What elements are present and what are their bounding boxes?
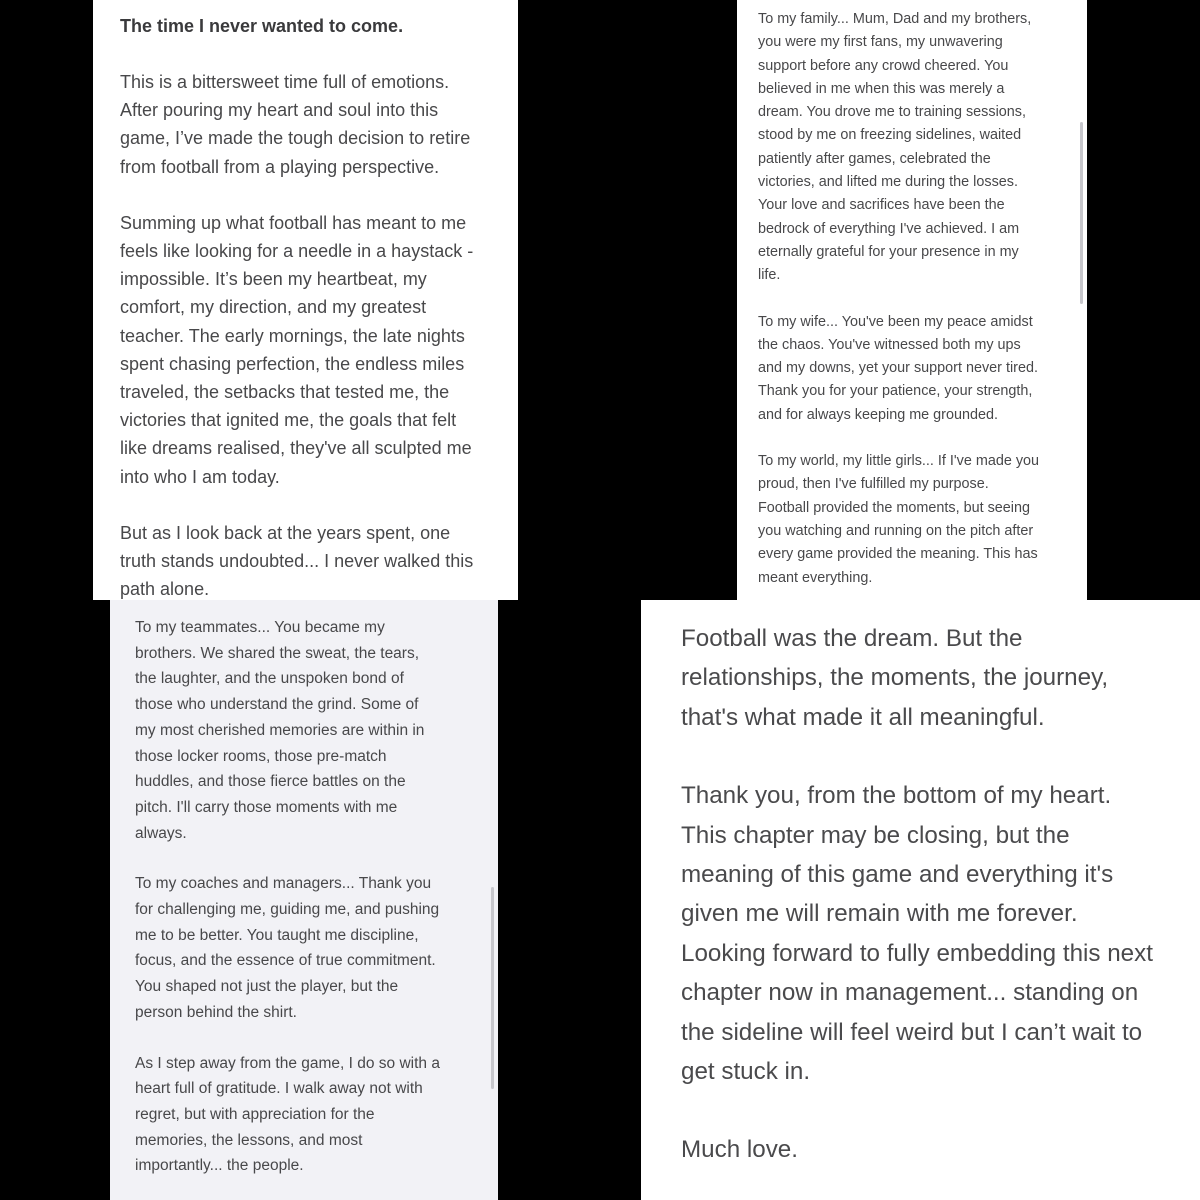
note-paragraph: Summing up what football has meant to me feels like looking for a needle in a haystack - impossible. It’s been my heartbeat, my comfort, my direction, and my greatest teacher. The early mornings, the late nights spent chasing perfection, the endless miles traveled, the setbacks that tested me, the victories that ignited me, the goals that felt like dreams realised, they've all sculpted me into who I am today. xyxy=(120,212,474,487)
retirement-note-panel-3 xyxy=(110,600,498,1200)
note-paragraph: To my coaches and managers... Thank you for challenging me, guiding me, and pushing me to be better. You taught me discipline, focus, and the essence of true commitment. You shaped not just the player, but the person behind the shirt. xyxy=(135,875,440,1021)
retirement-note-panel-2 xyxy=(737,0,1087,600)
note-paragraph: But as I look back at the years spent, one truth stands undoubted... I never walked this path alone. xyxy=(120,522,474,600)
note-paragraph: To my wife... You've been my peace amidst the chaos. You've witnessed both my ups and my downs, yet your support never tired. Thank you for your patience, your strength, and for always keeping me grounded. xyxy=(758,313,1038,423)
note-paragraph: This is a bittersweet time full of emotions. After pouring my heart and soul into this game, I’ve made the tough decision to retire from football from a playing perspective. xyxy=(120,72,471,177)
scroll-indicator[interactable] xyxy=(1080,122,1083,304)
note-signoff: Much love. xyxy=(681,1136,798,1164)
note-paragraph: Thank you, from the bottom of my heart. This chapter may be closing, but the meaning of this game and everything it's given me will remain with me forever. Looking forward to fully embedding this next chapter now in management... standing on the sideline will feel weird but I can’t wait to get stuck in. xyxy=(681,782,1153,1086)
note-paragraph: To my world, my little girls... If I've made you proud, then I've fulfilled my purpose. Football provided the moments, but seeing you watching and running on the pitch after every game provided the meaning. This has meant everything. xyxy=(758,453,1040,586)
note-paragraph: As I step away from the game, I do so with a heart full of gratitude. I walk away not with regret, but with appreciation for the memories, the lessons, and most importantly... the people. xyxy=(135,1054,440,1175)
note-paragraph: To my teammates... You became my brothers. We shared the sweat, the tears, the laughter, and the unspoken bond of those who understand the grind. Some of my most cherished memories are within in those locker rooms, those pre-match huddles, and those fierce battles on the pitch. I'll carry those moments with me always. xyxy=(135,619,425,842)
scroll-indicator[interactable] xyxy=(491,887,494,1089)
note-paragraph: Football was the dream. But the relationships, the moments, the journey, that's what made it all meaningful. xyxy=(681,625,1109,731)
retirement-note-panel-1 xyxy=(93,0,518,600)
note-paragraph: To my family... Mum, Dad and my brothers, you were my first fans, my unwavering support before any crowd cheered. You believed in me when this was merely a dream. You drove me to training sessions, stood by me on freezing sidelines, waited patiently after games, celebrated the victories, and lifted me during the losses. Your love and sacrifices have been the bedrock of everything I've achieved. I am eternally grateful for your presence in my life. xyxy=(758,11,1032,284)
note-heading: The time I never wanted to come. xyxy=(120,16,404,36)
retirement-note-panel-4 xyxy=(641,600,1200,1200)
